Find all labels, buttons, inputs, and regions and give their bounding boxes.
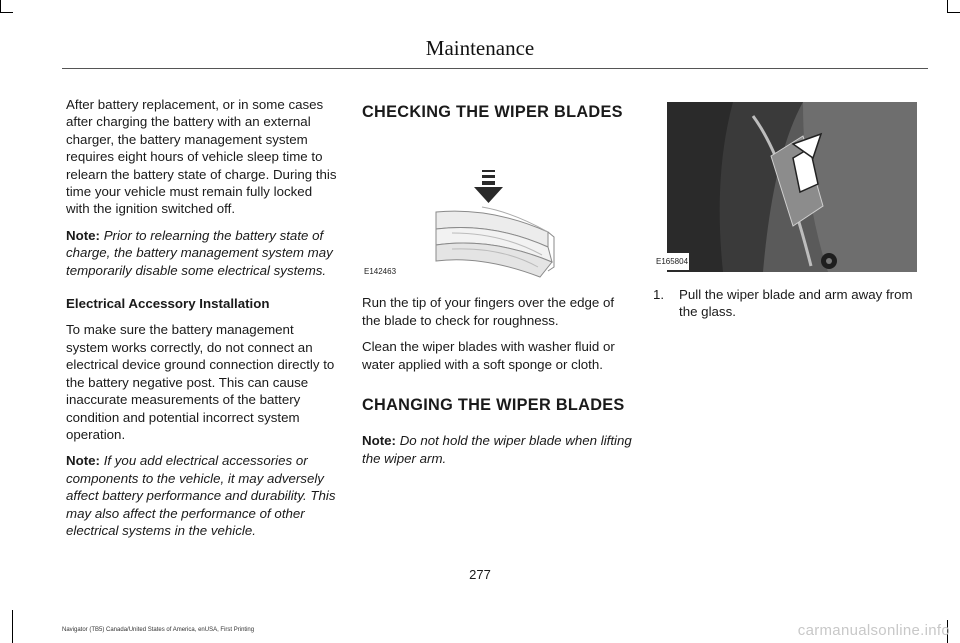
footer-text: Navigator (TB5) Canada/United States of America, enUSA, First Printing [62,627,255,633]
header-rule [62,68,928,69]
wiper-blade-illustration [362,137,634,282]
crop-mark [12,610,13,643]
wiper-arm-illustration [653,96,931,272]
paragraph: Run the tip of your fingers over the edge of the blade to check for roughness. [362,295,615,328]
note-text: Prior to relearning the battery state of charge, the battery management system may temporarily disable some electrical systems. [66,227,333,278]
note-text: Do not hold the wiper blade when lifting the wiper arm. [362,433,632,466]
note-text: If you add electrical accessories or components to the vehicle, it may adversely affect battery performance and durability. This may also affect the performance of other electrical systems in the vehicle. [66,453,336,538]
wiper-blade-figure [362,137,634,282]
step-number: 1. [653,287,665,302]
paragraph: Clean the wiper blades with washer fluid or water applied with a soft sponge or cloth. [362,339,615,372]
figure-id: E165804 [655,253,689,270]
column-left [66,96,339,548]
accessory-paragraph: To make sure the battery management system works correctly, do not connect an electrical device ground connection directly to the battery negative post. This can cause inaccurate measurements of the battery condition and potential incorrect system operation. [66,322,335,442]
watermark: carmanualsonline.info [797,622,950,639]
note-label: Note: [362,433,396,449]
page-header: Maintenance [425,36,535,60]
step-item [653,286,931,321]
battery-intro-paragraph: After battery replacement, or in some cases after charging the battery with an external charger, the battery management system requires eight hours of vehicle sleep time to relearn the battery state of charge. During this time your vehicle must remain fully locked with the ignition switched off. [66,97,337,217]
note-label: Note: [66,227,100,243]
figure-id: E142463 [364,267,397,276]
page-number: 277 [469,567,491,582]
note-paragraph [362,432,634,467]
column-right [653,96,931,321]
column-middle [362,96,634,476]
crop-mark [947,12,960,13]
step-text: Pull the wiper blade and arm away from the glass. [679,287,913,320]
subheading: Electrical Accessory Installation [66,296,270,312]
crop-mark [0,12,13,13]
wiper-arm-photo [653,96,931,272]
note-paragraph [66,452,339,539]
section-heading-changing: CHANGING THE WIPER BLADES [362,396,625,415]
note-paragraph [66,227,339,279]
section-heading-checking: CHECKING THE WIPER BLADES [362,103,623,121]
note-label: Note: [66,453,100,469]
